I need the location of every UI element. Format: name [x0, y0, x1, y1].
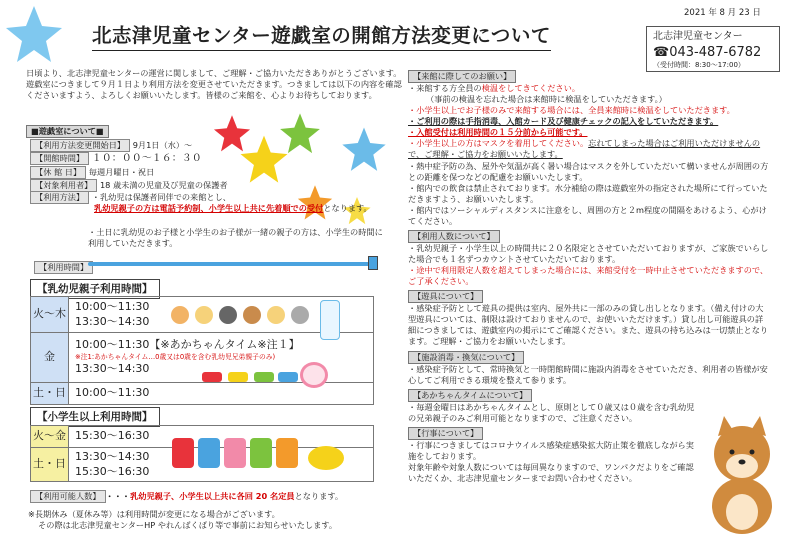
method-note-2: ・土日に乳幼児のお子様と小学生のお子様が一緒の親子の方は、小学生の時間に利用していただきます。: [88, 227, 383, 249]
table-row: 火～木 10:00～11:30 13:30～14:30: [31, 297, 374, 333]
disinfect-section: 【施設消毒・換気について】 ・感染症予防として、常時換気と一時閉館時間に施設内消毒をさせていただき、利用者の皆様が安心してご利用できる環境を整えて参ります。: [408, 351, 768, 385]
table-row: 金 10:00～11:30【※あかちゃんタイム※注１】 ※注1:あかちゃんタイム…0歳又は0歳を含む乳幼児兄弟親子のみ) 13:30～14:30: [31, 333, 374, 383]
milk-bottle-icon: [320, 300, 340, 340]
shiba-dog-illustration: [702, 414, 782, 537]
school-hours-title-box: 【小学生以上利用時間】: [30, 407, 160, 427]
crayon-tip: [368, 256, 378, 270]
center-contact-box: [646, 26, 780, 72]
baby-time-section: 【あかちゃんタイムについて】 ・毎週金曜日はあかちゃんタイムとし、原則として０歳又は０歳を含む乳幼児の兄弟親子のみご利用可能となりますので、ご注意ください。: [408, 389, 695, 423]
usage-time-label: 【利用時間】: [34, 261, 93, 274]
bib-icon: [300, 362, 328, 388]
issue-date: 2021 年 8 月 23 日: [684, 8, 761, 18]
events-section: 【行事について】 ・行事につきましてはコロナウイルス感染症感染拡大防止策を徹底しながら実施をしております。 対象年齢や対象人数については毎回異なりますので、ワンパクだよりをご確認いただくか、北志津児童センターまでお問い合わせください。: [408, 427, 694, 484]
intro-text: 日頃より、北志津児童センターの運営に関しまして、ご理解・ご協力いただきありがとうございます。遊戯室につきまして９月１日より利用方法を変更させていただきます。つきましては以下の内容を確認くださいますよう、よろしくお願いいたします。皆様のご来館を、心よりお待ちしております。: [26, 68, 402, 101]
table-row: 土・日 10:00～11:30: [31, 383, 374, 405]
star-decoration-topleft: [4, 4, 64, 66]
info-row: 【対象利用者】 18 歳未満の児童及び児童の保護者: [30, 179, 230, 192]
table-row: 土・日 13:30～14:30 15:30～16:30: [31, 448, 374, 482]
footnote: ※長期休み（夏休み等）は利用時間が変更になる場合がございます。 その際は北志津児童センターHP やれんばくばり等で事前にお知らせいたします。: [28, 509, 338, 531]
info-row: 【休 館 日】 毎週月曜日・祝日: [30, 166, 230, 179]
info-row: 【利用方法変更開始日】 9月1日（水）～: [30, 139, 230, 152]
toy-cars-decoration: [200, 369, 300, 388]
playroom-section: [26, 125, 109, 138]
table-row: 火～金 15:30～16:30: [31, 426, 374, 448]
visit-section: 【来館に際してのお願い】 ・来館する方全員の検温をしてきてください。 （事前の検温を忘れた場合は来館時に検温をしていただきます。） ・小学生以上でお子様のみで来館する場合には、全員来館時に検温をしていただきます。 ・ご利用の際は手指消毒、入館カード及び健康チェックの記入をしていただきます。 ・入館受付は利用時間の１５分前から可能です。 ・小学生以上の方はマスクを着用してください。忘れてしまった場合はご利用いただけませんので、ご理解・ご協力をお願いいたします。 ・熱中症予防の為、屋外や気温が高く暑い場合はマスクを外していただいて構いませんが周囲の方との距離を保つなどの配慮をお願いいたします。 ・館内での飲食は禁止されております。水分補給の際は遊戯室外の指定された場所にて行っていただきますよう、お願いいたします。 ・館内ではソーシャルディスタンスに注意をし、周囲の方と２m程度の間隔をあけるよう、心がけてください。: [408, 71, 769, 226]
playroom-info: [30, 139, 230, 192]
star-decoration-green: [278, 112, 322, 156]
infant-hours-title-box: 【乳幼児親子利用時間】: [30, 279, 160, 299]
method-label: 【利用方法】: [30, 191, 89, 204]
center-name: 北志津児童センター: [653, 31, 743, 42]
playroom-header: ■遊戯室について■: [26, 125, 109, 138]
people-section: 【利用人数について】 ・乳幼児親子・小学生以上の時間共に２０名限定とさせていただいておりますが、ご家族でいらした場合でも１名ずつカウントさせていただいております。 ・途中で利用限定人数を超えてしまった場合には、来館受付を一時中止させていただきますので、ご了承ください。: [408, 230, 769, 287]
method-detail: 乳幼児親子の方は電話予約制、小学生以上共に先着順での受付となります。: [94, 203, 372, 213]
center-phone: ☎043-487-6782: [653, 44, 762, 60]
star-decoration-blue: [340, 126, 388, 174]
info-row: 【開館時間】 １０：００～１６：３０: [30, 152, 230, 166]
center-hours: （受付時間：8:30～17:00）: [653, 61, 745, 70]
reservation-note: 乳幼児親子の方は電話予約制、小学生以上共に先着順での受付: [94, 203, 324, 213]
animal-icons-decoration: [168, 300, 318, 331]
capacity-line: 【利用可能人数】 ・・・乳幼児親子、小学生以上共に各回 20 名定員となります。: [30, 490, 402, 503]
school-bags-decoration: [168, 428, 348, 483]
usage-method: 【利用方法】 ・乳幼児は保護者同伴での来館とし、: [30, 191, 390, 204]
page-title: 北志津児童センター遊戯室の開館方法変更について: [92, 23, 551, 51]
crayon-divider: [88, 262, 370, 266]
toys-section: 【遊具について】 ・感染症予防として遊具の提供は室内、屋外共に一部のみの貸し出しとなります。（備え付けの大型遊具については、制限は設けておりませんので、お使いいただけます。）貸し出し可能遊具の詳細につきましては、遊戯室内の掲示にてご確認ください。また、遊具の持ち込みは一切禁止となります。ご理解・ご協力をお願いいたします。: [408, 291, 769, 347]
